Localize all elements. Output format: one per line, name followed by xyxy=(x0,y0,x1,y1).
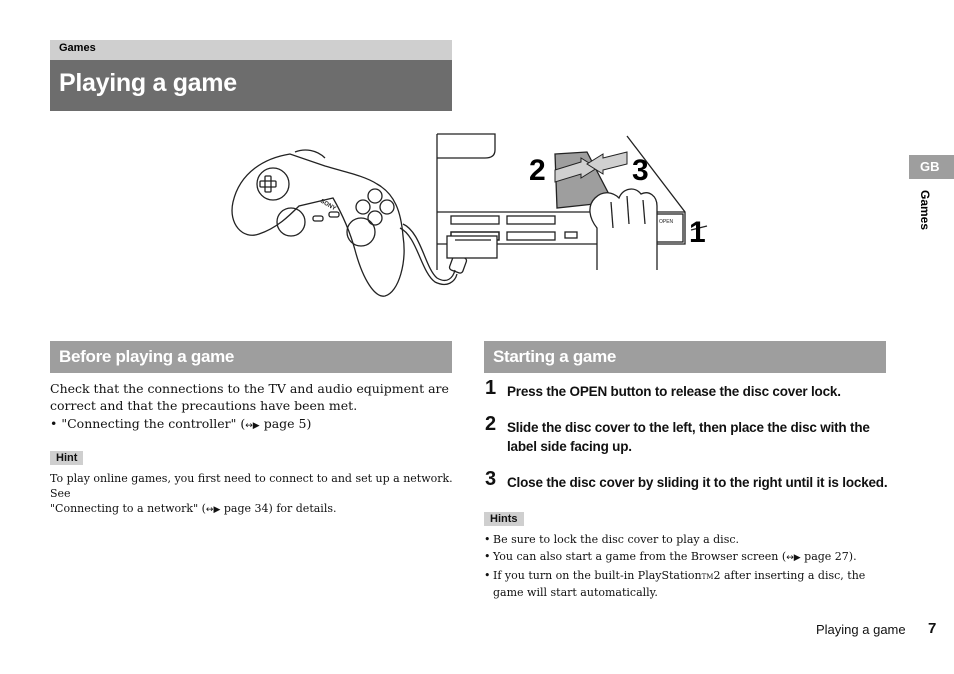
page-title-bar xyxy=(50,60,452,111)
open-label: OPEN xyxy=(659,219,674,225)
before-bullet-text: "Connecting the controller" ( xyxy=(61,416,246,431)
step-1-text: Press the OPEN button to release the disc cover lock. xyxy=(507,384,841,399)
section-label: Games xyxy=(59,42,96,54)
step-2-number: 2 xyxy=(485,413,497,435)
hint-badge: Hint xyxy=(50,451,83,465)
before-bullet-page: page 5) xyxy=(259,416,312,431)
language-tab-label: GB xyxy=(920,159,940,174)
step-1-number: 1 xyxy=(485,377,497,399)
hint-item xyxy=(484,532,889,547)
hint-line-1: To play online games, you first need to connect to and set up a network. See xyxy=(50,472,453,500)
arrow-icon: ↔▶ xyxy=(245,421,260,431)
illustration-step-2: 2 xyxy=(529,154,546,187)
section-label-bar xyxy=(50,40,452,60)
trademark-mark: TM xyxy=(701,573,714,581)
console-drawing xyxy=(437,134,707,270)
hint-item-text-end: 2 after inserting a disc, the game will start automatically. xyxy=(493,569,866,599)
side-section-label xyxy=(918,190,932,250)
hint-item-text: You can also start a game from the Browser screen ( xyxy=(493,550,787,563)
hints-list xyxy=(484,532,889,600)
page-title: Playing a game xyxy=(59,69,237,97)
before-heading-bar xyxy=(50,341,452,373)
hint-item xyxy=(484,549,889,566)
before-paragraph: Check that the connections to the TV and audio equipment are correct and that the precautions have been met. xyxy=(50,381,449,413)
hint-line-2 xyxy=(50,501,454,518)
arrow-icon: ↔▶ xyxy=(205,505,221,515)
hint-item xyxy=(484,568,889,600)
illustration-step-1: 1 xyxy=(689,216,706,249)
hint-item-text: If you turn on the built-in PlayStation xyxy=(493,569,702,582)
before-heading: Before playing a game xyxy=(59,347,235,366)
before-bullet: • "Connecting the controller" (↔▶ page 5) xyxy=(50,416,312,431)
language-tab xyxy=(909,155,954,179)
illustration-step-3: 3 xyxy=(632,154,649,187)
step-3-text: Close the disc cover by sliding it to the right until it is locked. xyxy=(507,475,888,490)
footer-title: Playing a game xyxy=(816,622,906,637)
controller-drawing xyxy=(232,150,467,296)
page-number: 7 xyxy=(928,620,937,637)
hint-item-page: page 27). xyxy=(800,550,857,563)
side-section-text: Games xyxy=(918,190,932,231)
arrow-icon: ↔▶ xyxy=(786,553,801,563)
starting-heading: Starting a game xyxy=(493,347,617,366)
hint-line-2-pre: "Connecting to a network" ( xyxy=(50,502,206,515)
step-2-text: Slide the disc cover to the left, then place the disc with the label side facing up. xyxy=(507,420,870,454)
step-3-number: 3 xyxy=(485,468,497,490)
hint-item-text: Be sure to lock the disc cover to play a disc. xyxy=(493,533,740,546)
hints-badge: Hints xyxy=(484,512,524,526)
controller-brand: SONY xyxy=(319,198,337,213)
controller-and-console-illustration xyxy=(225,132,715,302)
hint-text xyxy=(50,471,454,518)
hint-line-2-post: page 34) for details. xyxy=(220,502,337,515)
starting-heading-bar xyxy=(484,341,886,373)
